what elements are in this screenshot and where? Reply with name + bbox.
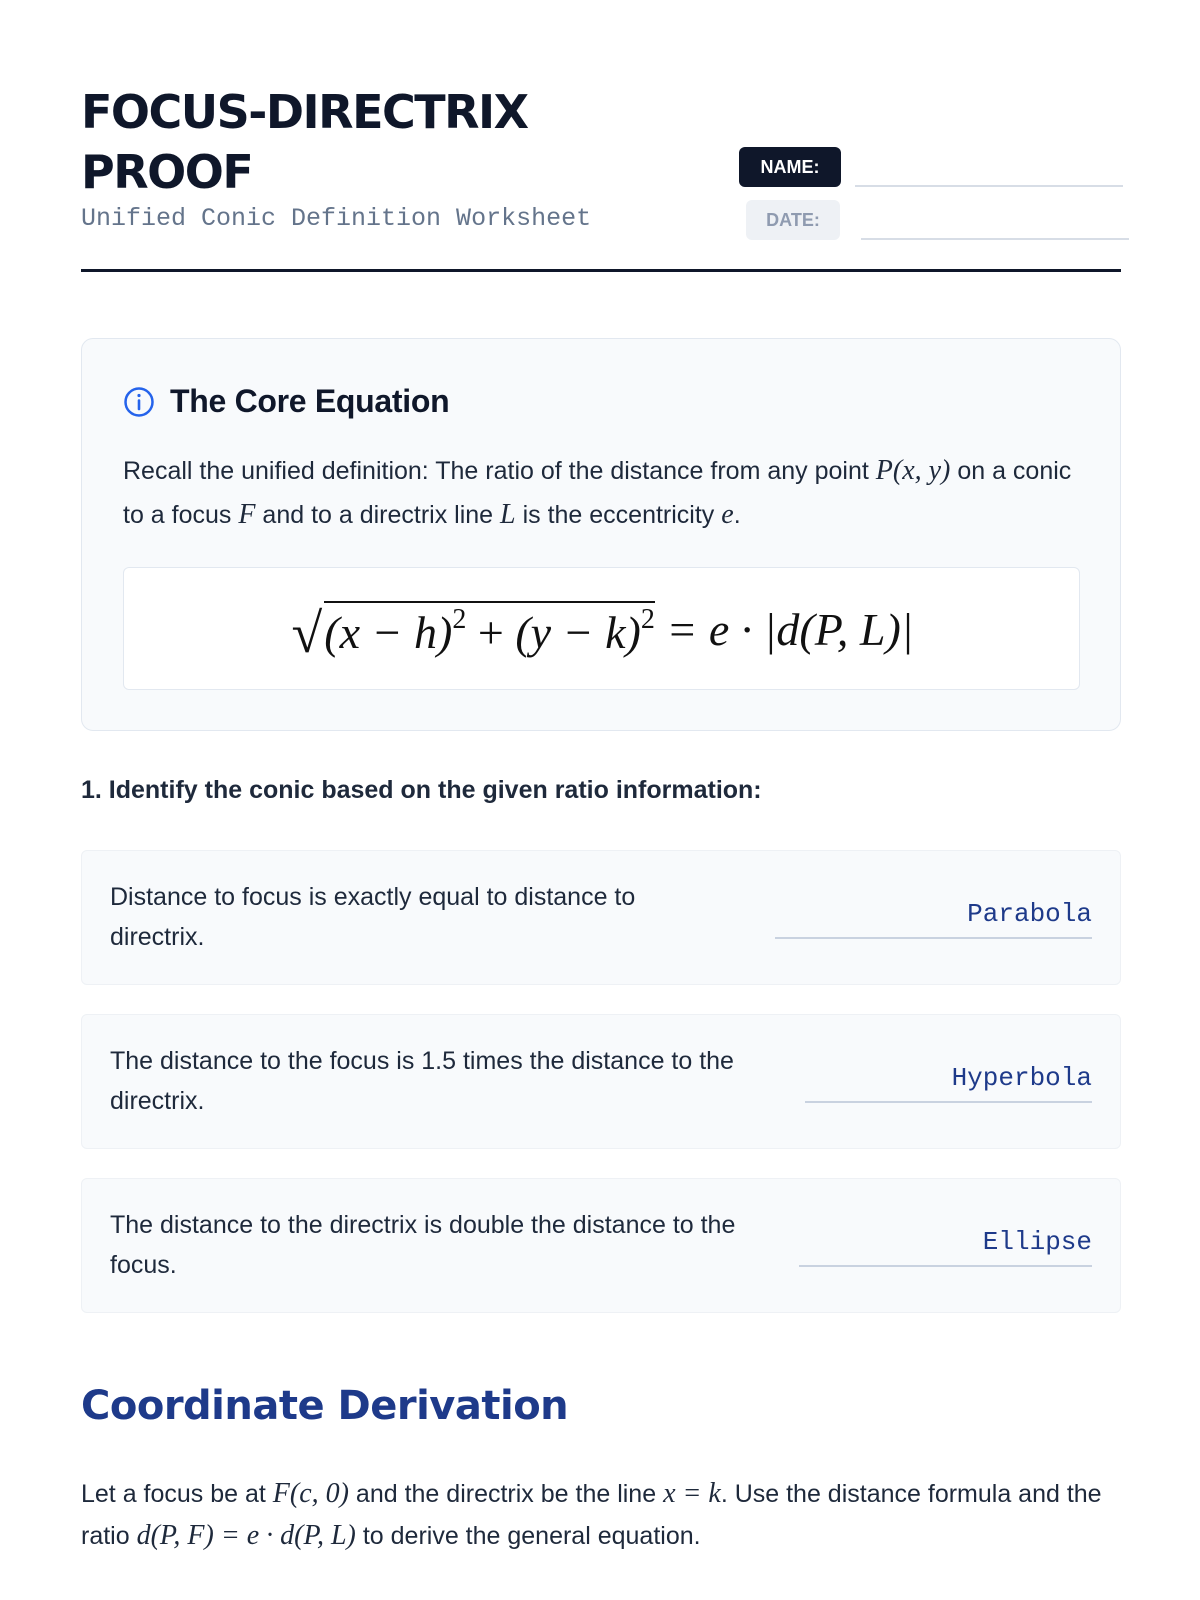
question-prompt: Distance to focus is exactly equal to distance to directrix.	[110, 883, 636, 951]
name-field[interactable]	[855, 147, 1123, 187]
date-field[interactable]	[861, 200, 1129, 240]
question-item	[81, 1014, 1121, 1149]
core-formula-box	[123, 567, 1080, 690]
title-line-1: FOCUS-DIRECTRIX	[81, 85, 528, 139]
math-ratio: d(P, F) = e · d(P, L)	[136, 1520, 356, 1551]
math-eccentricity: e	[721, 499, 734, 530]
math-focus: F	[238, 499, 256, 530]
worksheet-page	[81, 0, 1121, 1551]
date-row	[739, 200, 1129, 240]
worksheet-subtitle: Unified Conic Definition Worksheet	[81, 204, 592, 233]
formula-rhs: = e · |d(P, L)|	[654, 604, 914, 655]
core-equation-heading	[123, 383, 449, 420]
math-point: P(x, y)	[875, 455, 951, 486]
question-prompt: The distance to the directrix is double the distance to the focus.	[110, 1211, 736, 1279]
worksheet-title	[81, 82, 528, 202]
formula-radicand: $(x - h)^2 + (y - k)^2$	[324, 601, 655, 657]
math-focus-point: F(c, 0)	[272, 1478, 349, 1509]
core-equation-title: The Core Equation	[170, 383, 450, 419]
sqrt-symbol: √	[291, 602, 323, 665]
answer-field[interactable]: Ellipse	[799, 1223, 1092, 1267]
core-equation-box	[81, 338, 1121, 731]
name-row	[739, 147, 1123, 187]
title-line-2: PROOF	[81, 145, 253, 199]
answer-field[interactable]: Parabola	[775, 895, 1092, 939]
math-directrix-line: x = k	[663, 1478, 721, 1509]
derivation-title: Coordinate Derivation	[81, 1383, 569, 1429]
question-item	[81, 1178, 1121, 1313]
worksheet-header	[81, 0, 1121, 272]
math-directrix: L	[500, 499, 516, 530]
name-label: NAME:	[739, 147, 841, 187]
date-label: DATE:	[746, 200, 840, 240]
answer-field[interactable]: Hyperbola	[805, 1059, 1092, 1103]
question-1-title: 1. Identify the conic based on the given ratio information:	[81, 776, 762, 804]
core-definition-text: Recall the unified definition: The ratio of the distance from any point P(x, y) on a conic to a focus F and to a directrix line L is the eccentricity e.	[123, 455, 1072, 530]
derivation-text: Let a focus be at F(c, 0) and the directrix be the line x = k. Use the distance formula and the ratio d(P, F) = e · d(P, L) to derive the general equation.	[81, 1478, 1102, 1551]
info-circle-icon	[123, 386, 155, 418]
question-prompt: The distance to the focus is 1.5 times the distance to the directrix.	[110, 1047, 734, 1115]
question-item	[81, 850, 1121, 985]
core-formula	[124, 568, 1081, 691]
